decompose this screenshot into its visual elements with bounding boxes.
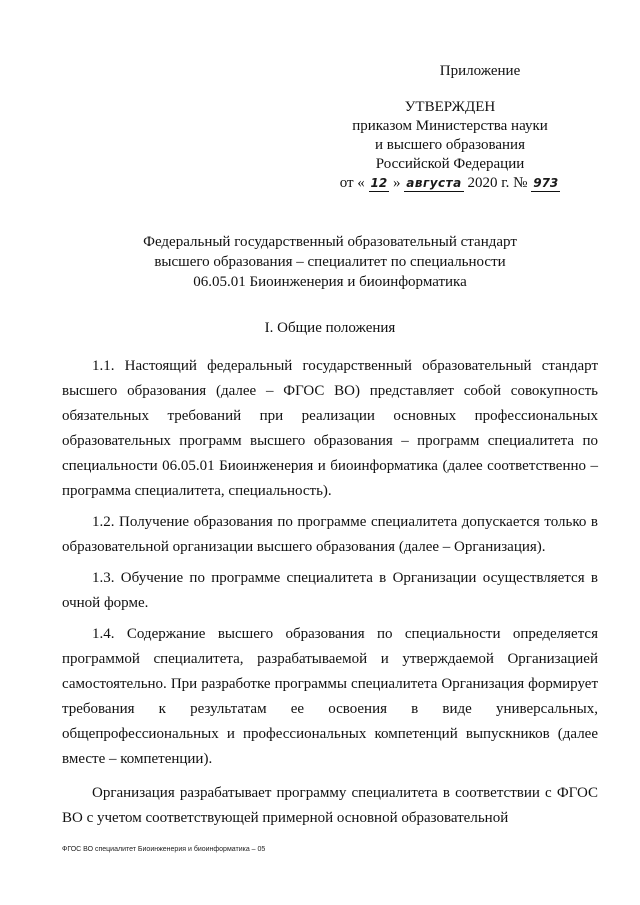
paragraph-1-3: 1.3. Обучение по программе специалитета в Организации осуществляется в очной форме.: [62, 570, 598, 611]
section-heading: I. Общие положения: [264, 320, 396, 336]
approval-line-3: Российской Федерации: [375, 156, 525, 172]
title-line-1: Федеральный государственный образовательный стандарт: [143, 234, 517, 250]
approval-line-2: и высшего образования: [375, 137, 525, 153]
page-footer: ФГОС ВО специалитет Биоинженерия и биоинформатика – 05: [62, 846, 266, 853]
paragraph-organization: Организация разрабатывает программу специалитета в соответствии с ФГОС ВО с учетом соответствующей примерной основной образовательной: [62, 785, 598, 826]
order-number-handwritten: 973: [533, 176, 559, 190]
appendix-label: Приложение: [439, 63, 521, 79]
order-month-separator: »: [393, 175, 401, 191]
approved-label: УТВЕРЖДЕН: [404, 99, 496, 115]
paragraph-1-4: 1.4. Содержание высшего образования по специальности определяется программой специалитета, разрабатываемой и утверждаемой Организацией самостоятельно. При разработке программы специалитета Организация формирует требования к результатам ее освоения в виде универсальных, общепрофессиональных и профессиональных компетенций выпускников (далее вместе – компетенции).: [62, 626, 598, 767]
order-prefix: от «: [339, 175, 365, 191]
order-month-handwritten: августа: [406, 176, 462, 190]
title-line-2: высшего образования – специалитет по специальности: [154, 254, 506, 270]
document-body: [62, 354, 598, 831]
title-line-3: 06.05.01 Биоинженерия и биоинформатика: [193, 274, 467, 290]
order-date-line: [300, 174, 600, 193]
document-title: [60, 232, 600, 292]
approval-line-1: приказом Министерства науки: [352, 118, 548, 134]
paragraph-1-2: 1.2. Получение образования по программе специалитета допускается только в образовательной организации высшего образования (далее – Организация).: [62, 514, 598, 555]
order-year: 2020 г. №: [467, 175, 528, 191]
order-day-handwritten: 12: [370, 176, 388, 190]
paragraph-1-1: 1.1. Настоящий федеральный государственный образовательный стандарт высшего образования (далее – ФГОС ВО) представляет собой совокупность обязательных требований при реализации основных профессиональных образовательных программ высшего образования – программ специалитета по специальности 06.05.01 Биоинженерия и биоинформатика (далее соответственно – программа специалитета, специальность).: [62, 358, 598, 499]
approval-stamp-block: [300, 62, 600, 193]
